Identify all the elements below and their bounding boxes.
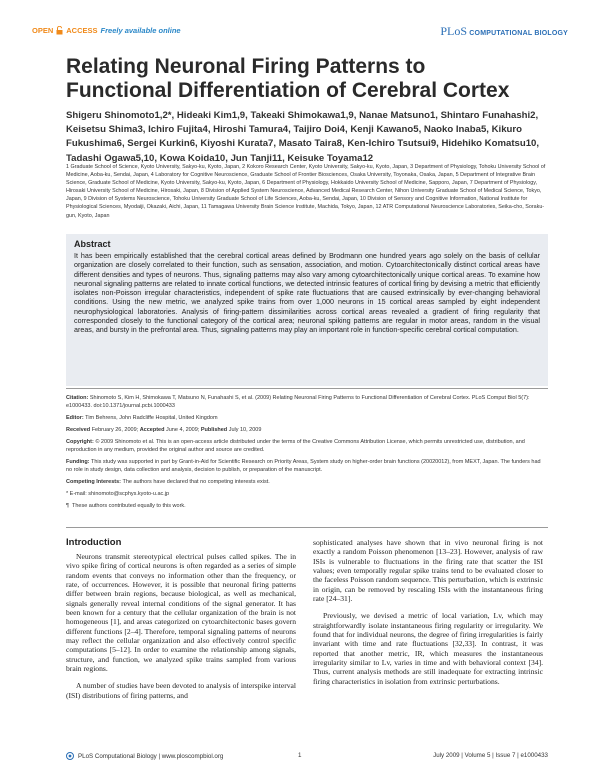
divider <box>66 527 548 528</box>
copyright-text: © 2009 Shinomoto et al. This is an open-access article distributed under the terms of the Creative Commons Attribution License, which permits unrestricted use, distribution, and reproduction in any medium, provided the original author and source are credited. <box>66 439 525 453</box>
paragraph: Previously, we devised a metric of local variation, Lv, which may straightforwardly isolate instantaneous firing regularity or irregularity. We found that for individual neurons, the degree of firing irregularities is fairly invariant with time and rate fluctuations [32,33]. In contrast, it was reported that another metric, IR, which measures the instantaneous irregularity similar to Lv, varies in time and with behavioral context [34]. Thus, current analysis methods are still inadequate for extracting intrinsic firing characteristics in isolation from extrinsic perturbations. <box>313 611 543 686</box>
abstract-heading: Abstract <box>74 239 111 249</box>
citation-line <box>66 394 548 410</box>
access-label: ACCESS <box>66 26 98 35</box>
editor-label: Editor: <box>66 415 84 421</box>
affiliations: 1 Graduate School of Science, Kyoto University, Sakyo-ku, Kyoto, Japan, 2 Kokoro Research Center, Kyoto University, Sakyo-ku, Kyoto, Japan, 3 Department of Physiology, Tohoku University School of Medicine, Aoba-ku, Sendai, Japan, 4 Laboratory for Cognitive Neuroscience, Graduate School of Frontier Biosciences, Osaka University, Toyonaka, Osaka, Japan, 5 Department of Integrative Brain Science, Graduate School of Medicine, Kyoto University, Sakyo-ku, Kyoto, Japan, 6 Department of Physiology, Hokkaido University School of Medicine, Sapporo, Japan, 7 Department of Physiology, Hirosaki University School of Medicine, Hirosaki, Japan, 8 Division of Applied System Neuroscience, Advanced Medical Research Center, Nihon University Graduate School of Medical Science, Tokyo, Japan, 9 Division of Systems Neuroscience, Tohoku University Graduate School of Life Sciences, Aoba-ku, Sendai, Japan, 10 Division of Sensory and Cognitive Information, National Institute for Physiological Sciences, Myodaiji, Okazaki, Aichi, Japan, 11 Tamagawa University Brain Science Institute, Machida, Tokyo, Japan, 12 ATR Computational Neuroscience Laboratories, Seika-cho, Soraku-gun, Kyoto, Japan <box>66 164 546 219</box>
competing-interests-label: Competing Interests: <box>66 479 122 485</box>
footer-journal <box>66 752 223 760</box>
competing-interests-text: The authors have declared that no competing interests exist. <box>122 479 270 485</box>
journal-name: COMPUTATIONAL BIOLOGY <box>469 30 568 37</box>
journal-logo <box>440 24 568 39</box>
body-column-left <box>66 552 296 700</box>
paper-title: Relating Neuronal Firing Patterns to Functional Differentiation of Cerebral Cortex <box>66 55 510 102</box>
open-access-badge <box>32 26 181 35</box>
body-column-right <box>313 538 543 686</box>
section-sign-icon: ¶ <box>66 503 69 509</box>
email-line[interactable]: * E-mail: shinomoto@scphys.kyoto-u.ac.jp <box>66 491 170 497</box>
copyright-label: Copyright: <box>66 439 94 445</box>
open-access-lock-icon <box>56 26 63 35</box>
dates-line <box>66 426 548 434</box>
introduction-heading: Introduction <box>66 537 122 548</box>
editor-text: Tim Behrens, John Radcliffe Hospital, United Kingdom <box>85 415 218 421</box>
accepted-label: Accepted <box>139 427 165 433</box>
competing-interests-line <box>66 478 548 486</box>
footer-issue: July 2009 | Volume 5 | Issue 7 | e1000433 <box>433 752 548 759</box>
journal-header <box>32 26 568 40</box>
copyright-line <box>66 438 548 454</box>
abstract-text: It has been empirically established that the cerebral cortical areas defined by Brodmann one hundred years ago solely on the basis of cellular organization are closely correlated to their function, such as sensation, association, and motion. Cytoarchitectonically distinct cortical areas have different densities and types of neurons. Thus, signaling patterns may also vary among cytoarchitectonically unique cortical areas. To examine how neuronal signaling patterns are related to innate cortical functions, we detected intrinsic features of cortical firing by devising a metric that efficiently isolates non-Poisson irregular characteristics, independent of spike rate fluctuations that are caused extrinsically by ever-changing behavioral conditions. Using the new metric, we analyzed spike trains from over 1,000 neurons in 15 cortical areas sampled by eight independent neurophysiological laboratories. Analysis of firing-pattern dissimilarities across cortical areas revealed a gradient of firing regularity that corresponded closely to the functional category of the cortical area; neuronal spiking patterns are regular in motor areas, random in the visual areas, and bursty in the prefrontal area. Thus, signaling patterns may play an important role in function-specific cerebral cortical computation. <box>74 252 540 334</box>
published-date: July 10, 2009 <box>228 427 262 433</box>
paragraph: sophisticated analyses have shown that in vivo neuronal firing is not exactly a random Poisson phenomenon [13–23]. However, analysis of raw ISIs is vulnerable to fluctuations in the firing rate that scatter the ISI values; even temporally regular spike trains tend to be evaluated closer to the faceless Poisson random sequence. This perturbation, which is extrinsic in origin, can be removed by rescaling ISIs with the instantaneous firing rate [24–31]. <box>313 538 543 604</box>
citation-label: Citation: <box>66 395 89 401</box>
plos-logo-icon <box>66 752 74 760</box>
accepted-date: June 4, 2009; <box>166 427 200 433</box>
paragraph: A number of studies have been devoted to analysis of interspike interval (ISI) distributions of firing patterns, and <box>66 681 296 700</box>
open-label: OPEN <box>32 26 54 35</box>
editor-line <box>66 414 548 422</box>
abstract-box <box>66 234 548 386</box>
received-date: February 26, 2009; <box>91 427 139 433</box>
paragraph: Neurons transmit stereotypical electrical pulses called spikes. The in vivo spike firing of cortical neurons is often regarded as a series of simple random events that conveys no information other than the frequency, or rate, of occurrences. However, it is possible that neuronal firing patterns differ between brain regions, because biological, as well as mechanical, signals generally reveal internal conditions of the signal generator. It has been known for a century that the cellular organization of the brain is not homogeneous [1], and areas categorized on cytoarchitectonic bases govern different functions [2–4]. Therefore, temporal signaling patterns of neurons may reflect the cellular organization and also effectively control specific computations [5–12]. In order to examine the relationship among signals, structure, and function, we analyzed spike trains sampled from various brain regions. <box>66 552 296 674</box>
author-list: Shigeru Shinomoto1,2*, Hideaki Kim1,9, Takeaki Shimokawa1,9, Nanae Matsuno1, Shintaro Funahashi2, Keisetsu Shima3, Ichiro Fujita4, Hiroshi Tamura4, Taijiro Doi4, Kenji Kawano5, Naoko Inaba5, Kikuro Fukushima6, Sergei Kurkin6, Kiyoshi Kurata7, Masato Taira8, Ken-Ichiro Tsutsui9, Hidehiko Komatsu10, Tadashi Ogawa5,10, Kowa Koida10, Jun Tanji11, Keisuke Toyama12 <box>66 110 540 164</box>
equal-contribution-text: These authors contributed equally to this work. <box>71 503 186 509</box>
funding-text: This study was supported in part by Grant-in-Aid for Scientific Research on Priority Areas, System study on higher-order brain functions (20020012), from MEXT, Japan. The funders had no role in study design, data collection and analysis, decision to publish, or preparation of the manuscript. <box>66 459 541 473</box>
received-label: Received <box>66 427 91 433</box>
footer-journal-text[interactable]: PLoS Computational Biology | www.ploscompbiol.org <box>78 752 224 760</box>
freely-available-label: Freely available online <box>100 26 181 35</box>
plos-wordmark: PLoS <box>440 24 468 38</box>
equal-contribution-line <box>66 502 548 510</box>
funding-label: Funding: <box>66 459 90 465</box>
published-label: Published <box>200 427 228 433</box>
page-number: 1 <box>298 752 302 759</box>
funding-line <box>66 458 548 474</box>
article-metadata <box>66 394 548 510</box>
divider <box>66 388 548 389</box>
citation-text: Shinomoto S, Kim H, Shimokawa T, Matsuno N, Funahashi S, et al. (2009) Relating Neuronal Firing Patterns to Functional Differentiation of Cerebral Cortex. PLoS Comput Biol 5(7): e1000433. doi:10.1371/journal.pcbi.1000433 <box>66 395 530 409</box>
